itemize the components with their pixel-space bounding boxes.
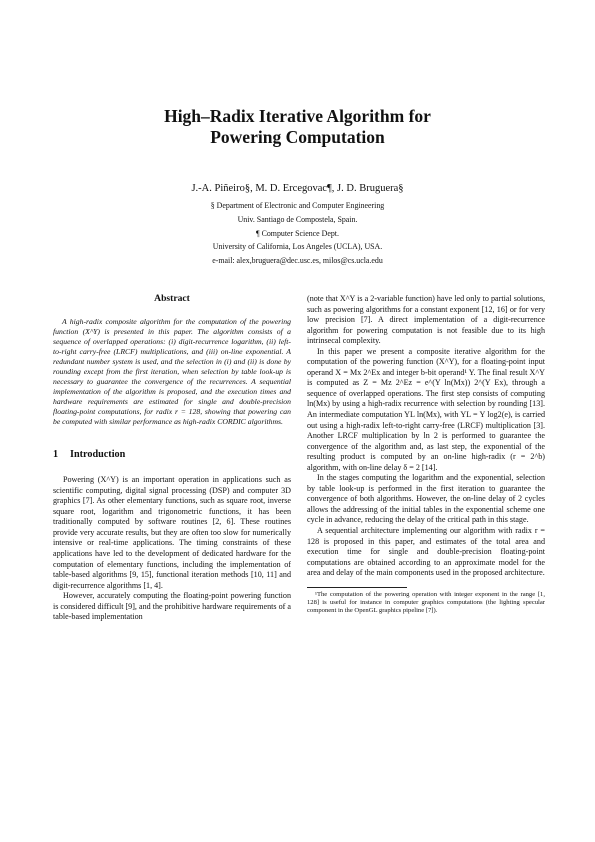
body-paragraph: A sequential architecture implementing our algorithm with radix r = 128 is proposed in this paper, and estimates of the total area and execution time for single and double-precision floating-point computations are obtained according to an approximate model for the area and delay of the main components used in the proposed architecture. <box>307 526 545 578</box>
paper-title <box>0 106 595 148</box>
section-number: 1 <box>53 448 59 460</box>
title-line-1: High–Radix Iterative Algorithm for <box>164 106 431 126</box>
affiliation-line: University of California, Los Angeles (UCLA), USA. <box>212 242 383 251</box>
title-line-2: Powering Computation <box>210 127 385 147</box>
author-list: J.-A. Piñeiro§, M. D. Ercegovac¶, J. D. Bruguera§ <box>191 183 404 194</box>
abstract-heading: Abstract <box>154 293 190 304</box>
affiliation-line: ¶ Computer Science Dept. <box>256 229 339 238</box>
right-column <box>307 294 545 615</box>
body-paragraph: Powering (X^Y) is an important operation in applications such as scientific computing, digital signal processing (DSP) and computer 3D graphics [7]. As other elementary functions, such as square root, inverse square root, logarithm and trigonometric functions, it has been traditionally computed by software routines [2, 6]. These routines provide very accurate results, but they are often too slow for numerically intensive or real-time applications. The timing constraints of these applications have led to the development of dedicated hardware for the computation of elementary functions, including the implementation of table-based algorithms [9, 15], functional iteration methods [10, 11] and digit-recurrence algorithms [1, 4]. <box>53 475 291 590</box>
body-paragraph: In this paper we present a composite iterative algorithm for the computation of the powering function (X^Y), for a floating-point input operand X = Mx 2^Ex and integer b-bit operand¹ Y. The final result X^Y is computed as Z = Mz 2^Ez = e^(Y ln(Mx)) 2^(Y Ex), through a sequence of overlapped operations. The first step consists of computing ln(Mx) by using a high-radix recurrence with selection by rounding [13]. An intermediate computation YL ln(Mx), with YL = Y log2(e), is carried out using a high-radix left-to-right carry-free (LRCF) multiplication [3]. Another LRCF multiplication by ln 2 is performed to guarantee the convergence of the algorithm and, as last step, the exponential of the resulting product is computed by an on-line high-radix (r = 2^b) algorithm, with on-line delay δ = 2 [14]. <box>307 346 545 472</box>
affiliation-line: Univ. Santiago de Compostela, Spain. <box>237 215 358 224</box>
section-heading <box>53 450 291 461</box>
section-title: Introduction <box>70 448 126 460</box>
footnote: ¹The computation of the powering operation with integer exponent in the range [1, 128] is useful for instance in computer graphics computations (the lighting specular component in the OpenGL graphics pipeline [7]). <box>307 590 545 615</box>
abstract-text: A high-radix composite algorithm for the computation of the powering function (X^Y) is presented in this paper. The algorithm consists of a sequence of overlapped operations: (i) digit-recurrence logarithm, (ii) left-to-right carry-free (LRCF) multiplications, and (iii) on-line exponential. A redundant number system is used, and the selection in (i) and (ii) is done by rounding except from the first iteration, when selection by table look-up is necessary to guarantee the convergence of the recurrences. A sequential implementation of the algorithm is proposed, and the execution times and hardware requirements are estimated for single and double-precision floating-point computations, for radix r = 128, showing that powering can be computed with similar performance as high-radix CORDIC algorithms. <box>53 316 291 427</box>
body-paragraph: (note that X^Y is a 2-variable function) have led only to partial solutions, such as powering algorithms for a constant exponent [12, 16] or for very low precision [7]. A direct implementation of a digit-recurrence algorithm for powering computation is not feasible due to its high intrinsecal complexity. <box>307 294 545 346</box>
contact-email: e-mail: alex,bruguera@dec.usc.es, milos@cs.ucla.edu <box>212 256 383 265</box>
affiliation-line: § Department of Electronic and Computer Engineering <box>210 201 385 210</box>
left-column <box>53 294 291 623</box>
footnote-rule <box>307 587 407 588</box>
body-paragraph: However, accurately computing the floating-point powering function is considered difficult [9], and the prohibitive hardware requirements of a table-based implementation <box>53 591 291 622</box>
body-paragraph: In the stages computing the logarithm and the exponential, selection by table look-up is performed in the first iteration to guarantee the convergence of both algorithms. However, the on-line delay of 2 cycles allows the addressing of the initial tables in the exponential scheme one cycle in advance, reducing the delay of the critical path in this stage. <box>307 473 545 525</box>
